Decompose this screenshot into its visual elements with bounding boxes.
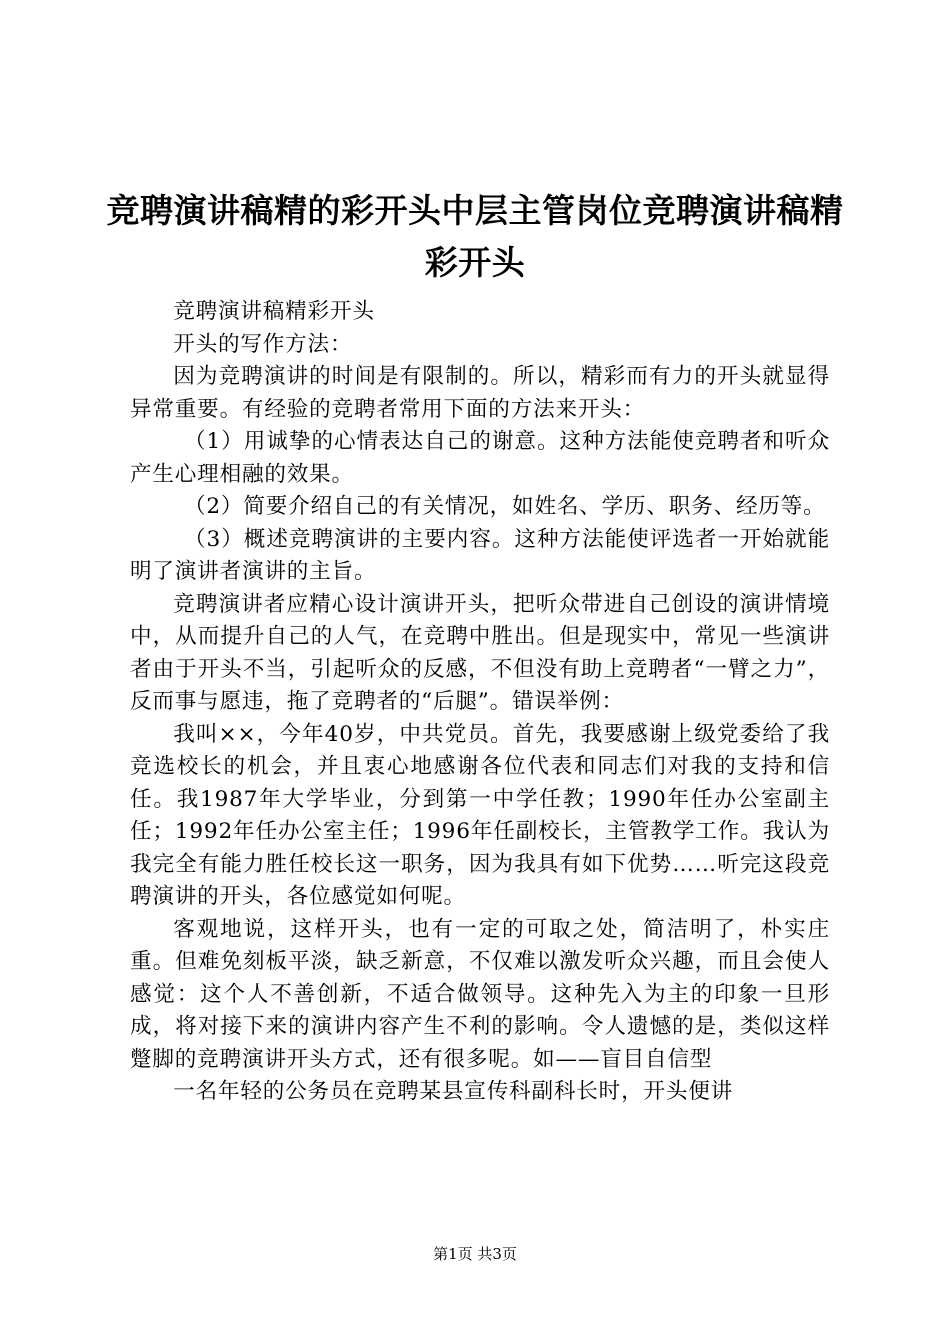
paragraph: 我叫××，今年40岁，中共党员。首先，我要感谢上级党委给了我竞选校长的机会，并且衷心地感谢各位代表和同志们对我的支持和信任。我1987年大学毕业，分到第一中学任教；1990年任办公室副主任；1992年任办公室主任；1996年任副校长，主管教学工作。我认为我完全有能力胜任校长这一职务，因为我具有如下优势……听完这段竞聘演讲的开头，各位感觉如何呢。 bbox=[130, 721, 830, 909]
page-footer: 第1页 共3页 bbox=[433, 1245, 517, 1263]
document-title: 竞聘演讲稿精的彩开头中层主管岗位竞聘演讲稿精彩开头 bbox=[106, 191, 844, 282]
paragraph: 竞聘演讲稿精彩开头 bbox=[173, 299, 375, 324]
paragraph: 因为竞聘演讲的时间是有限制的。所以，精彩而有力的开头就显得异常重要。有经验的竞聘者常用下面的方法来开头： bbox=[130, 364, 830, 422]
paragraph: 开头的写作方法： bbox=[173, 331, 353, 357]
paragraph: （3）概述竞聘演讲的主要内容。这种方法能使评选者一开始就能明了演讲者演讲的主旨。 bbox=[130, 526, 830, 584]
paragraph: 客观地说，这样开头，也有一定的可取之处，简洁明了，朴实庄重。但难免刻板平淡，缺乏新意，不仅难以激发听众兴趣，而且会使人感觉：这个人不善创新，不适合做领导。这种先入为主的印象一旦形成，将对接下来的演讲内容产生不利的影响。令人遗憾的是，类似这样蹩脚的竞聘演讲开头方式，还有很多呢。如——盲目自信型 bbox=[130, 916, 830, 1072]
paragraph: （1）用诚挚的心情表达自己的谢意。这种方法能使竞聘者和听众产生心理相融的效果。 bbox=[130, 429, 830, 487]
paragraph: （2）简要介绍自己的有关情况，如姓名、学历、职务、经历等。 bbox=[184, 494, 826, 519]
paragraph: 竞聘演讲者应精心设计演讲开头，把听众带进自己创设的演讲情境中，从而提升自己的人气，在竞聘中胜出。但是现实中，常见一些演讲者由于开头不当，引起听众的反感，不但没有助上竞聘者“一臂之力”，反而事与愿违，拖了竞聘者的“后腿”。错误举例： bbox=[130, 591, 830, 714]
paragraph: 一名年轻的公务员在竞聘某县宣传科副科长时，开头便讲 bbox=[173, 1079, 734, 1104]
document-body bbox=[130, 296, 830, 1109]
